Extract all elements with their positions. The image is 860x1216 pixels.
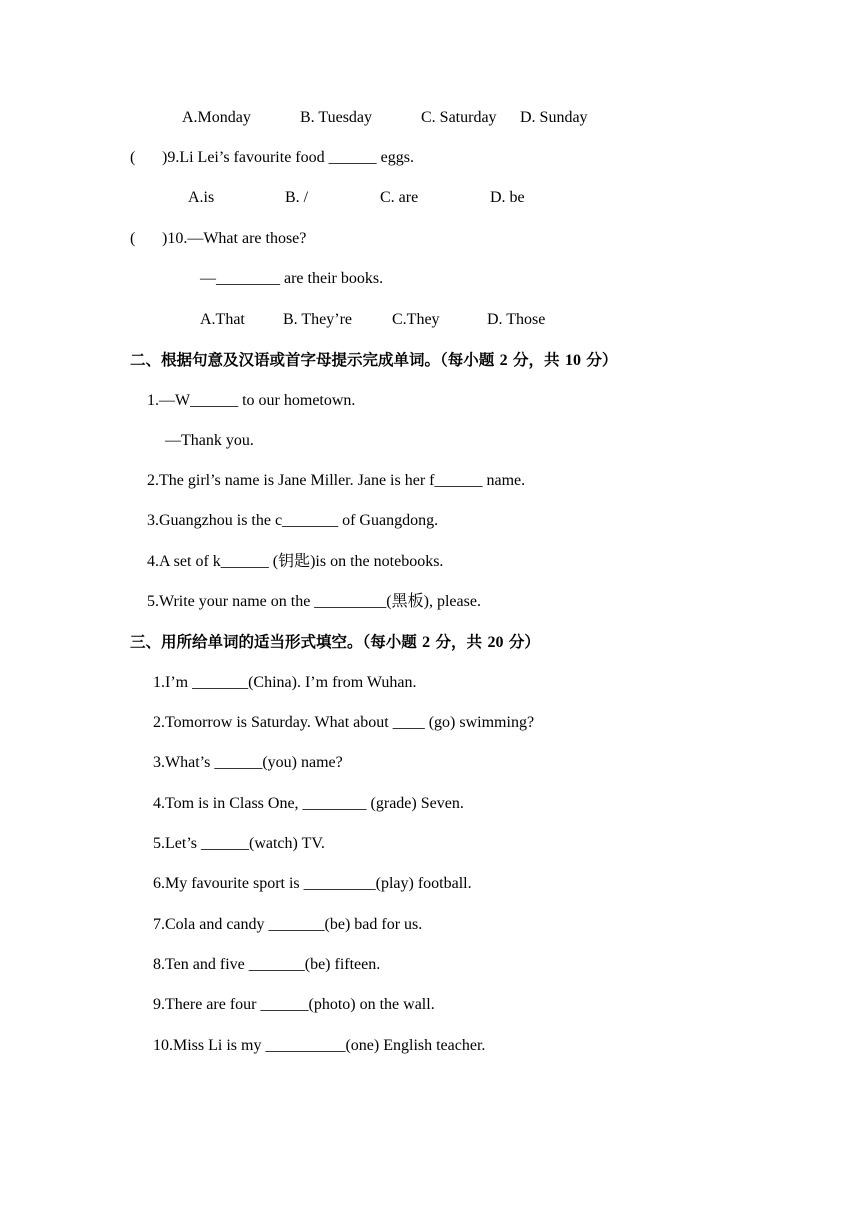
section3-item-9: 9.There are four ______(photo) on the wall. bbox=[153, 996, 435, 1013]
section3-total-points: 20 bbox=[487, 634, 504, 651]
section3-heading bbox=[130, 632, 540, 653]
section3-item-1: 1.I’m _______(China). I’m from Wuhan. bbox=[153, 674, 417, 691]
section3-heading-part: 分） bbox=[503, 633, 540, 651]
section2-item-4: 4.A set of k______ (钥匙)is on the notebooks. bbox=[147, 553, 444, 570]
q10-option-a: A.That bbox=[200, 311, 245, 328]
q8-option-b: B. Tuesday bbox=[300, 109, 373, 126]
section2-item-2: 2.The girl’s name is Jane Miller. Jane is her f______ name. bbox=[147, 472, 526, 489]
q10-option-c: C.They bbox=[392, 311, 440, 328]
section2-heading bbox=[130, 350, 617, 371]
section2-item-1: 1.—W______ to our hometown. bbox=[147, 392, 356, 409]
q10-option-b: B. They’re bbox=[283, 311, 353, 328]
section2-total-points: 10 bbox=[564, 352, 581, 369]
section3-item-8: 8.Ten and five _______(be) fifteen. bbox=[153, 956, 381, 973]
section2-heading-part: 二、根据句意及汉语或首字母提示完成单词。（每小题 bbox=[130, 351, 500, 369]
section3-item-4: 4.Tom is in Class One, ________ (grade) Seven. bbox=[153, 795, 464, 812]
section3-item-3: 3.What’s ______(you) name? bbox=[153, 754, 343, 771]
section3-points-per-item: 2 bbox=[422, 634, 431, 651]
section3-item-2: 2.Tomorrow is Saturday. What about ____ (go) swimming? bbox=[153, 714, 535, 731]
q9-option-d: D. be bbox=[490, 189, 525, 206]
section2-item-5: 5.Write your name on the _________(黑板), please. bbox=[147, 593, 481, 610]
section3-item-10: 10.Miss Li is my __________(one) English teacher. bbox=[153, 1037, 486, 1054]
q9-option-b: B. / bbox=[285, 189, 309, 206]
q10-answer-line: —________ are their books. bbox=[200, 270, 384, 287]
section2-heading-part: 分，共 bbox=[507, 351, 565, 369]
q10-paren: ( bbox=[130, 230, 136, 247]
q8-option-d: D. Sunday bbox=[520, 109, 588, 126]
q9-paren: ( bbox=[130, 149, 136, 166]
q8-option-c: C. Saturday bbox=[421, 109, 497, 126]
q9-option-c: C. are bbox=[380, 189, 419, 206]
section3-item-5: 5.Let’s ______(watch) TV. bbox=[153, 835, 325, 852]
section2-item-1-reply: —Thank you. bbox=[165, 432, 254, 449]
q9-stem: )9.Li Lei’s favourite food ______ eggs. bbox=[162, 149, 414, 166]
section3-item-6: 6.My favourite sport is _________(play) football. bbox=[153, 875, 472, 892]
q9-option-a: A.is bbox=[188, 189, 215, 206]
section3-heading-part: 分，共 bbox=[430, 633, 488, 651]
section3-heading-part: 三、用所给单词的适当形式填空。（每小题 bbox=[130, 633, 423, 651]
q8-option-a: A.Monday bbox=[182, 109, 251, 126]
q10-option-d: D. Those bbox=[487, 311, 546, 328]
section2-points-per-item: 2 bbox=[499, 352, 508, 369]
section3-item-7: 7.Cola and candy _______(be) bad for us. bbox=[153, 916, 423, 933]
section2-item-3: 3.Guangzhou is the c_______ of Guangdong. bbox=[147, 512, 439, 529]
q10-stem: )10.—What are those? bbox=[162, 230, 307, 247]
section2-heading-part: 分） bbox=[580, 351, 618, 369]
